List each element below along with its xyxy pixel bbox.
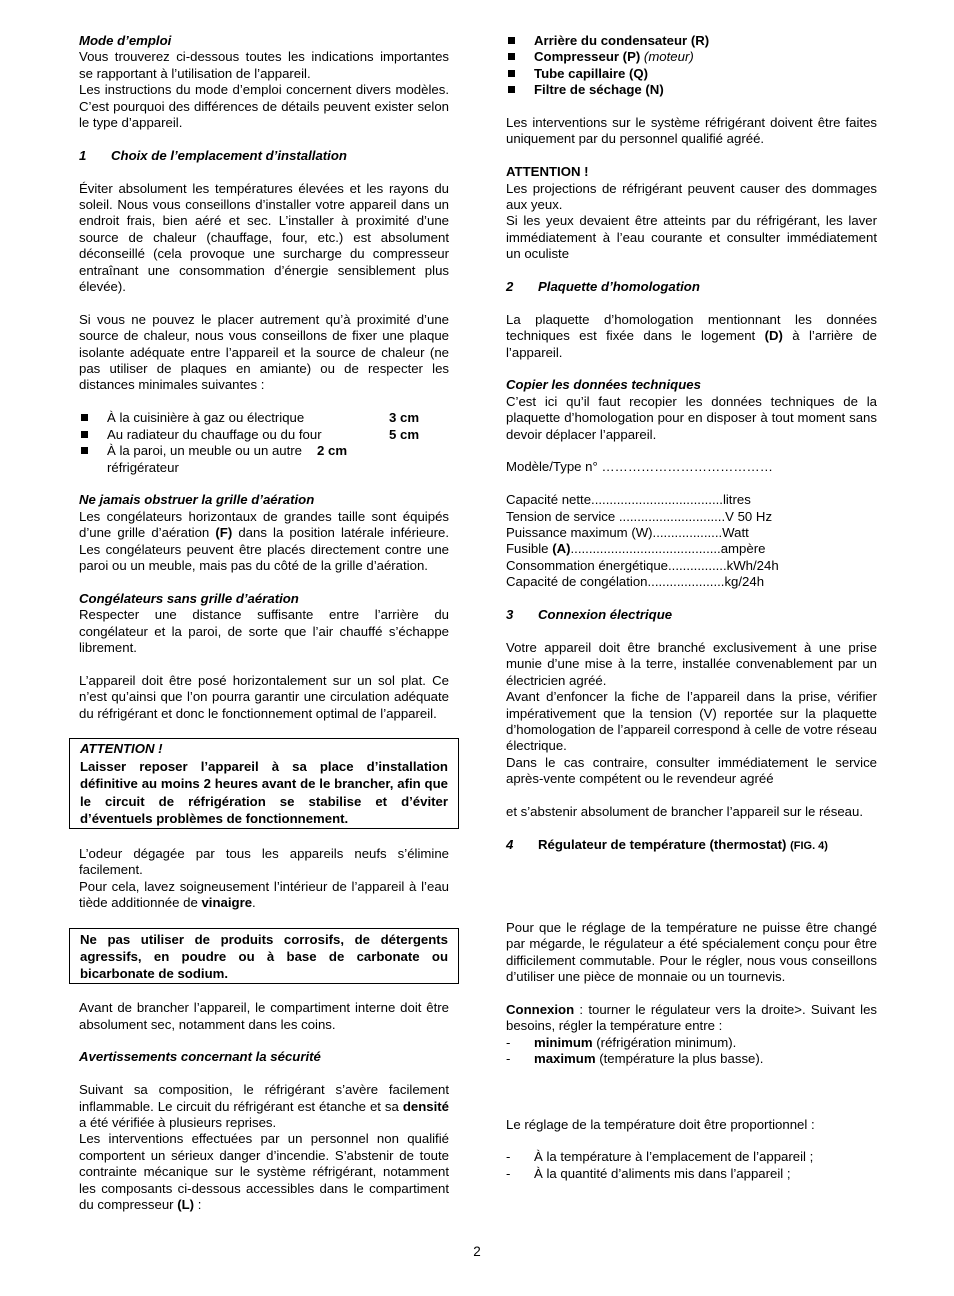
list-item: À la cuisinière à gaz ou électrique 3 cm xyxy=(79,410,449,426)
attention-body: Laisser reposer l’appareil à sa place d’installation définitive au moins 2 heures avant de le brancher, afin que le circuit de réfrigération se stabilise et d’éviter d’éventuels problèmes de fonctionnement. xyxy=(80,758,448,826)
bullet-square-icon xyxy=(506,82,534,98)
section-1-number: 1 xyxy=(79,147,87,163)
securite-p1: Suivant sa composition, le réfrigérant s’avère facilement inflammable. Le circuit du réfrigérant est étanche et sa densité a été vérifiée à plusieurs reprises. xyxy=(79,1082,449,1130)
bullet-square-icon xyxy=(506,33,534,49)
attention-p1: Les projections de réfrigérant peuvent causer des dommages aux yeux. xyxy=(506,180,877,213)
mode-emploi-p2: Les instructions du mode d’emploi concernent divers modèles. C’est pourquoi des différences de détails peuvent exister selon le type d’appareil. xyxy=(79,82,449,131)
grille-paragraph: Les congélateurs horizontaux de grandes taille sont équipés d’une grille d’aération (F) dans la position latérale inférieure. Les congélateurs peuvent être placés directement contre une paroi ou un meuble, mais pas du côté de la grille d’aération. xyxy=(79,508,450,573)
securite-title: Avertissements concernant la sécurité xyxy=(79,1049,321,1065)
distance-list xyxy=(79,410,449,476)
section-3-p2: Avant d’enfoncer la fiche de l’appareil dans la prise, vérifier impérativement que la tension (V) reportée sur la plaquette d’homologation de l’appareil correspond à celle de votre réseau électrique. xyxy=(506,689,877,754)
list-item: - maximum (température la plus basse). xyxy=(506,1050,764,1066)
section-2-heading xyxy=(506,279,877,295)
attention-title-right: ATTENTION ! xyxy=(506,164,589,180)
bullet-square-icon xyxy=(79,410,107,426)
bullet-square-icon xyxy=(79,427,107,443)
odeur-p1: L’odeur dégagée par tous les appareils neufs s’élimine facilement. xyxy=(79,845,449,878)
copier-title: Copier les données techniques xyxy=(506,377,701,393)
bullet-square-icon xyxy=(506,49,534,65)
sans-grille-paragraph: Respecter une distance suffisante entre l’arrière du congélateur et la paroi, de sorte que l’air chauffé s’échappe librement. xyxy=(79,607,449,655)
interventions-paragraph: Les interventions sur le système réfrigérant doivent être faites uniquement par du personnel qualifié agréé. xyxy=(506,115,877,147)
section-1-p1: Éviter absolument les températures élevées et les rayons du soleil. Nous vous conseillons d’installer votre appareil dans un endroit frais, bien aéré et sec. L’installer à proximité d’une source de chaleur (chauffage, four, etc.) est absolument déconseillé (cela provoque une surcharge du compresseur entraînant une consommation d’énergie sensiblement plus élevée). xyxy=(79,180,449,295)
section-3-p3: Dans le cas contraire, consulter immédiatement le service après-vente compétent ou le revendeur agréé xyxy=(506,754,877,787)
proportion-list xyxy=(506,1149,877,1182)
section-4-title: Régulateur de température (thermostat) xyxy=(538,836,791,852)
section-4-fig: (FIG. 4) xyxy=(790,839,828,852)
minmax-list xyxy=(506,1035,877,1068)
mode-emploi-title: Mode d’emploi xyxy=(79,33,172,48)
list-item: - minimum (réfrigération minimum). xyxy=(506,1034,737,1050)
list-item: Au radiateur du chauffage ou du four 5 cm xyxy=(79,427,449,443)
left-column xyxy=(79,33,449,1213)
list-item: À la paroi, un meuble ou un autre réfrigérateur 2 cm xyxy=(79,443,449,476)
section-1-p2: Si vous ne pouvez le placer autrement qu’à proximité d’une source de chaleur, nous vous conseillons de fixer une plaque isolante adéquate entre l’appareil et la source de chaleur (ne pas utiliser de plaques en amiante) ou de respecter les distances minimales suivantes : xyxy=(79,311,449,393)
brancher-paragraph: Avant de brancher l’appareil, le compartiment interne doit être absolument sec, notamment dans les coins. xyxy=(79,1000,449,1032)
securite-p2: Les interventions effectuées par un personnel non qualifié comportent un sérieux danger d’incendie. S’abstenir de toute contrainte mécanique sur le système réfrigérant, notamment les composants ci-dessous accessibles dans le compartiment du compresseur (L) : xyxy=(79,1131,449,1213)
section-4-heading xyxy=(506,837,877,854)
corrosif-text: Ne pas utiliser de produits corrosifs, de détergents agressifs, en poudre ou à base de carbonate ou bicarbonate de sodium. xyxy=(80,931,448,981)
section-2-paragraph: La plaquette d’homologation mentionnant les données techniques est fixée dans le logement (D) à l’arrière de l’appareil. xyxy=(506,311,877,360)
tech-data-list xyxy=(506,492,877,590)
attention-box xyxy=(69,738,459,829)
list-item: Filtre de séchage (N) xyxy=(506,82,877,98)
section-3-title: Connexion électrique xyxy=(538,607,673,623)
section-3-p4: et s’abstenir absolument de brancher l’appareil sur le réseau. xyxy=(506,803,863,819)
section-4-p1: Pour que le réglage de la température ne puisse être changé par mégarde, le régulateur a été spécialement conçu pour être difficilement commutable. Pour le régler, nous vous conseillons d’utiliser une pièce de monnaie ou un tournevis. xyxy=(506,919,877,984)
fusible-field: Fusible (A).........................................ampère xyxy=(506,541,766,557)
attention-title: ATTENTION ! xyxy=(80,741,163,757)
grille-title: Ne jamais obstruer la grille d’aération xyxy=(79,492,315,508)
section-3-number: 3 xyxy=(506,607,514,623)
section-1-heading xyxy=(79,148,449,164)
section-3-p1: Votre appareil doit être branché exclusivement à une prise munie d’une mise à la terre, installée convenablement par un électricien agréé. xyxy=(506,639,877,688)
tension-field: Tension de service .............................V 50 Hz xyxy=(506,508,773,524)
right-column xyxy=(506,33,877,1182)
section-4-number: 4 xyxy=(506,836,514,852)
pose-paragraph: L’appareil doit être posé horizontalement sur un sol plat. Ce n’est qu’ainsi que l’on pourra garantir une circulation adéquate du réfrigérant et donc le fonctionnement optimal de l’appareil. xyxy=(79,672,449,721)
page-number: 2 xyxy=(473,1244,481,1259)
mode-emploi-p1: Vous trouverez ci-dessous toutes les indications importantes se rapportant à l’utilisation de l’appareil. xyxy=(79,49,449,81)
copier-paragraph: C’est ici qu’il faut recopier les données techniques de la plaquette d’homologation pour en disposer à tout moment sans devoir déplacer l’appareil. xyxy=(506,393,877,442)
section-3-heading xyxy=(506,607,877,623)
attention-p2: Si les yeux devaient être atteints par du réfrigérant, les laver immédiatement à l’eau courante et consulter immédiatement un oculiste xyxy=(506,213,877,262)
list-item: Compresseur (P) (moteur) xyxy=(506,49,877,65)
list-item: Arrière du condensateur (R) xyxy=(506,33,877,49)
list-item: Tube capillaire (Q) xyxy=(506,66,877,82)
sans-grille-title: Congélateurs sans grille d’aération xyxy=(79,590,299,606)
congelation-field: Capacité de congélation.....................kg/24h xyxy=(506,574,765,590)
odeur-p2: Pour cela, lavez soigneusement l’intérieur de l’appareil à l’eau tiède additionnée de vinaigre. xyxy=(79,878,449,910)
puissance-field: Puissance maximum (W)...................Watt xyxy=(506,525,749,541)
section-2-number: 2 xyxy=(506,279,514,295)
reglage-paragraph: Le réglage de la température doit être proportionnel : xyxy=(506,1116,815,1132)
capacite-field: Capacité nette....................................litres xyxy=(506,492,751,508)
component-list xyxy=(506,33,877,99)
bullet-square-icon xyxy=(79,443,107,459)
bullet-square-icon xyxy=(506,66,534,82)
corrosif-box xyxy=(69,928,459,984)
consommation-field: Consommation énergétique................kWh/24h xyxy=(506,557,779,573)
modele-field: Modèle/Type n° ………………………………… xyxy=(506,459,773,475)
list-item: - À la quantité d’aliments mis dans l’appareil ; xyxy=(506,1165,791,1181)
connexion-paragraph: Connexion : tourner le régulateur vers la droite>. Suivant les besoins, régler la température entre : xyxy=(506,1001,877,1034)
list-item: - À la température à l’emplacement de l’appareil ; xyxy=(506,1149,814,1165)
section-2-title: Plaquette d’homologation xyxy=(538,279,700,295)
section-1-title: Choix de l’emplacement d’installation xyxy=(111,147,347,163)
